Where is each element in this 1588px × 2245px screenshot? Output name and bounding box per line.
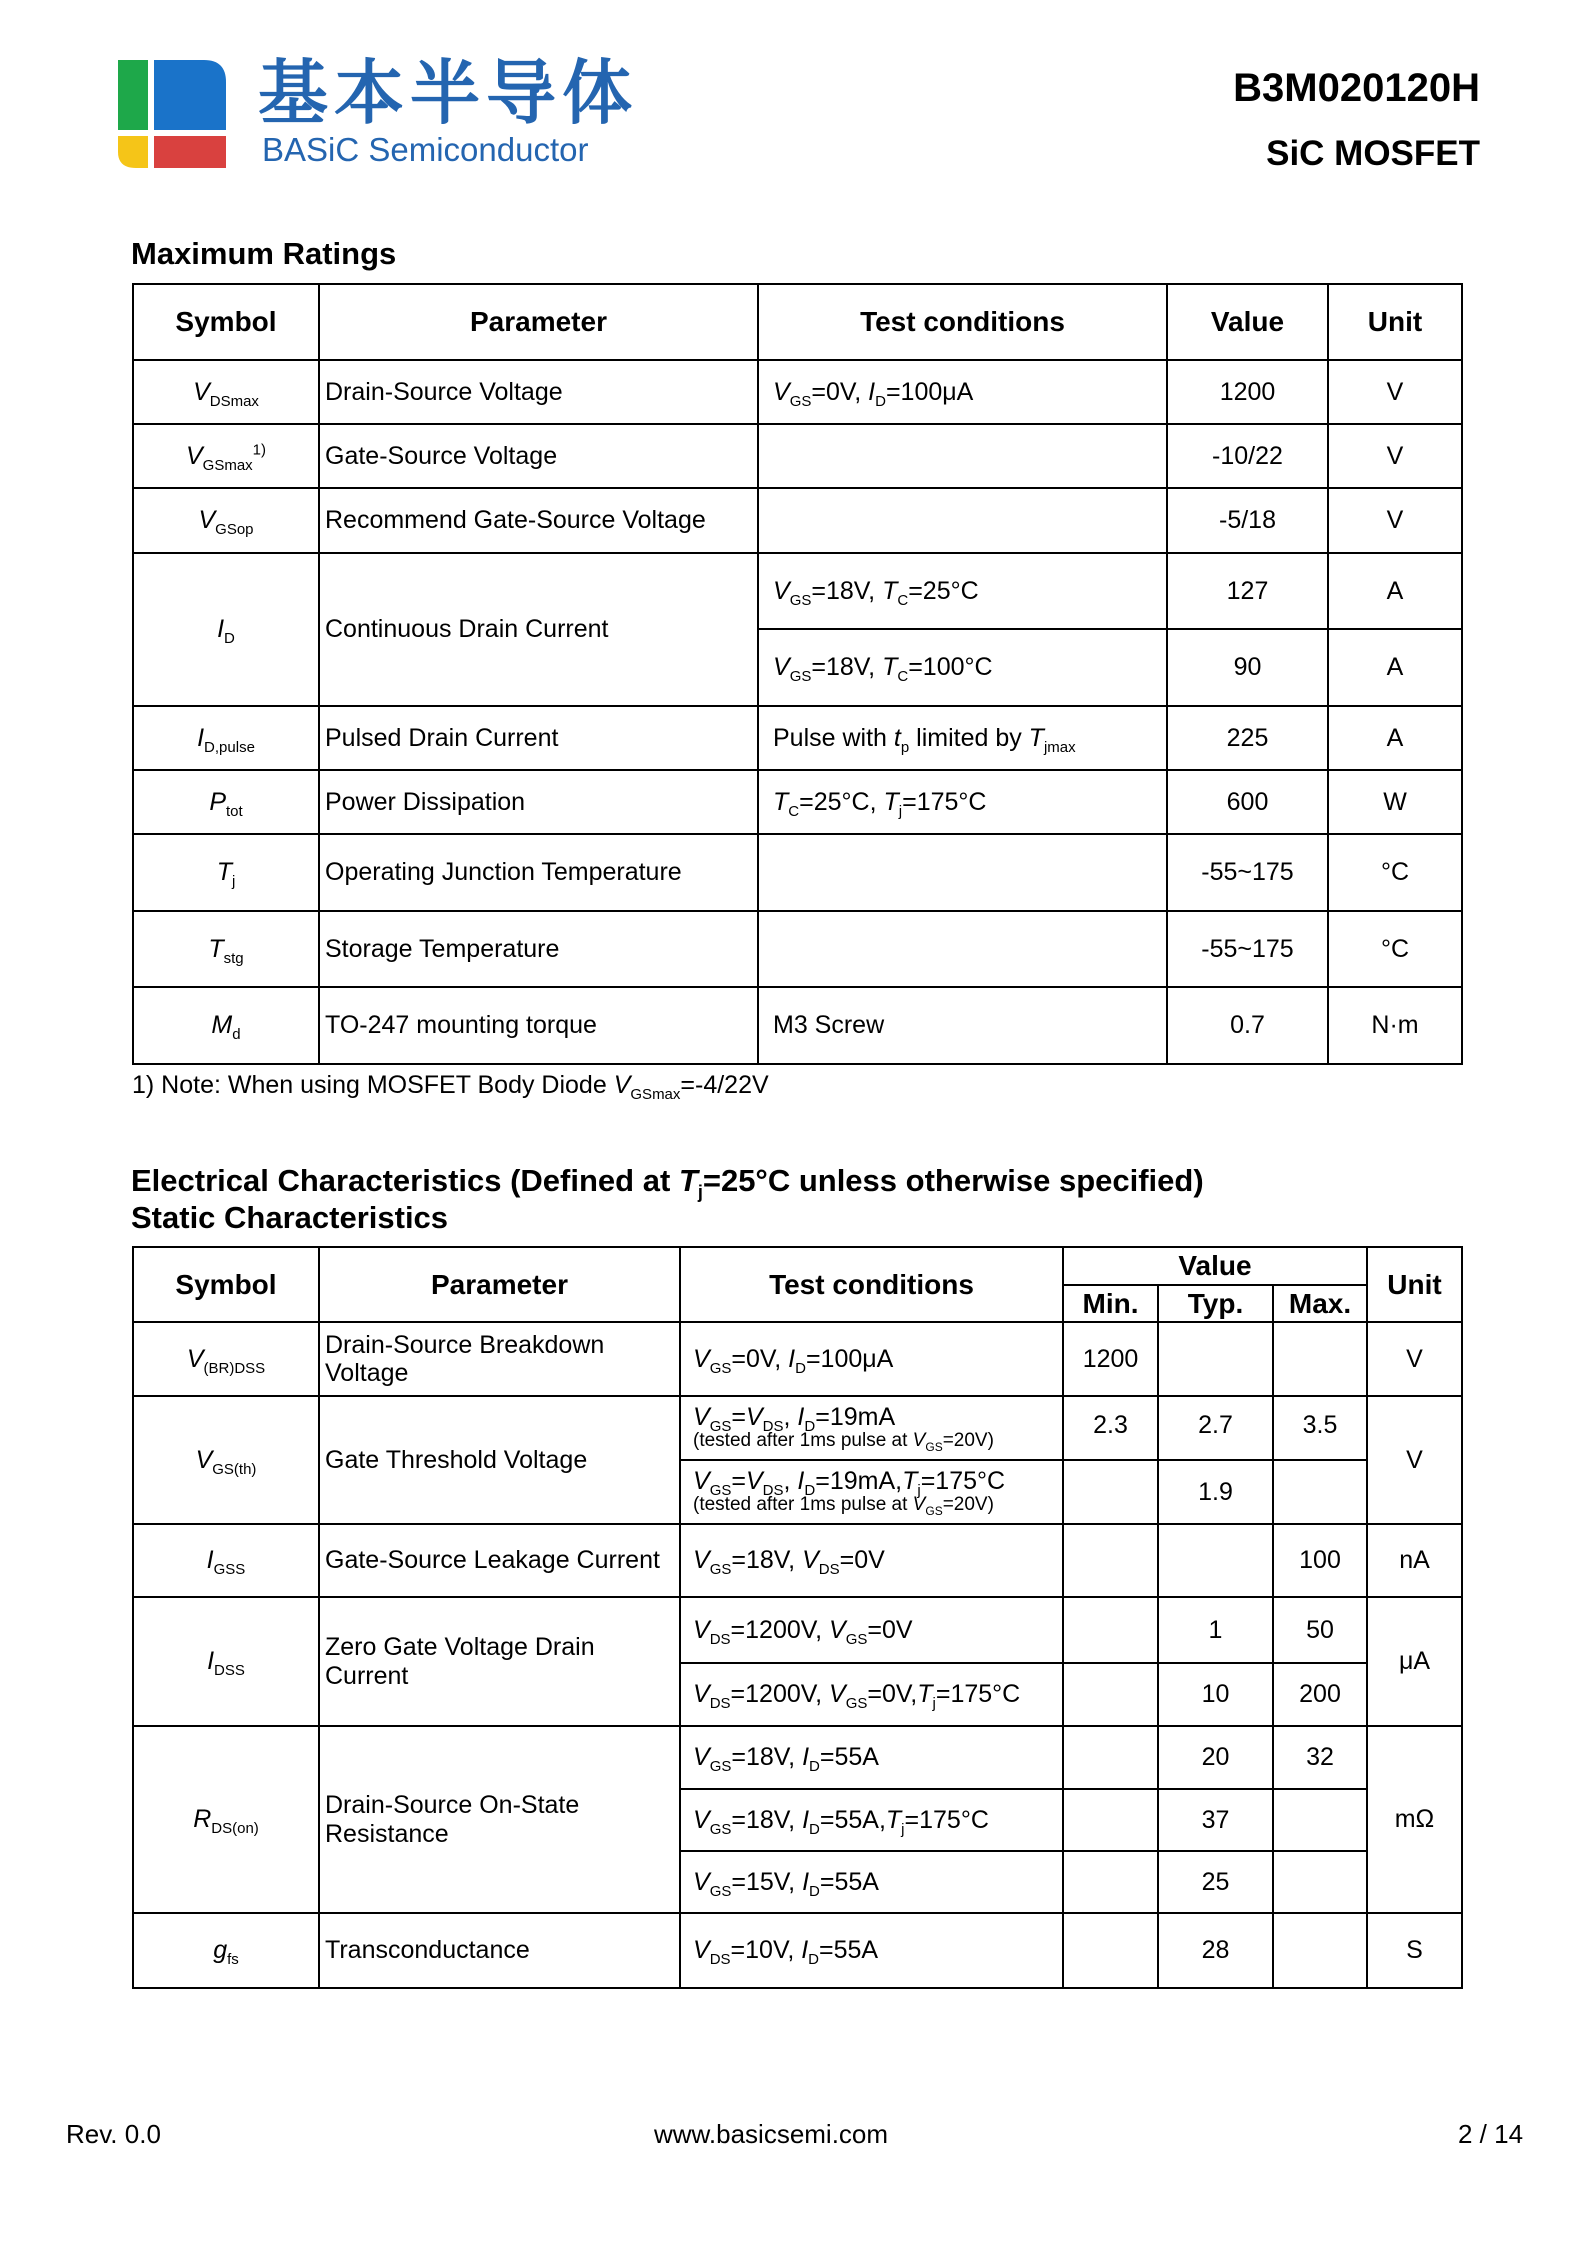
parameter-cell: Drain-Source On-State Resistance: [319, 1726, 680, 1913]
unit-cell: A: [1328, 706, 1462, 770]
basic-semiconductor-logo: [118, 60, 226, 168]
conditions-cell: $V_{GS}=18V$, $I_D=55A,T_j=175^\circ C$: [680, 1789, 1063, 1851]
table-row: [133, 1597, 1462, 1663]
parameter-cell: Power Dissipation: [319, 770, 758, 834]
unit-cell: A: [1328, 553, 1462, 629]
value-cell: 90: [1167, 629, 1328, 706]
table-row: [133, 1524, 1462, 1597]
symbol-cell: $I_{D,pulse}$: [133, 706, 319, 770]
table-row: [133, 488, 1462, 553]
symbol-cell: $T_{stg}$: [133, 911, 319, 987]
conditions-cell: $V_{GS}=18V$, $I_D=55A$: [680, 1726, 1063, 1789]
min-cell: 2.3: [1063, 1396, 1158, 1460]
header-symbol: Symbol: [133, 1247, 319, 1322]
table-header-row: [133, 284, 1462, 360]
static-characteristics-table: [132, 1246, 1463, 1989]
conditions-cell: $V_{GS}=0V$, $I_D=100\mu A$: [758, 360, 1167, 424]
value-cell: -55~175: [1167, 911, 1328, 987]
value-cell: 0.7: [1167, 987, 1328, 1064]
value-cell: 127: [1167, 553, 1328, 629]
parameter-cell: Pulsed Drain Current: [319, 706, 758, 770]
conditions-cell: [758, 424, 1167, 488]
footer-page-number: 2 / 14: [1458, 2119, 1524, 2149]
unit-cell: N·m: [1328, 987, 1462, 1064]
footer-revision: Rev. 0.0: [66, 2119, 161, 2149]
conditions-cell: $V_{GS}=18V$, $T_C=100^\circ C$: [758, 629, 1167, 706]
typ-cell: [1158, 1524, 1273, 1597]
min-cell: [1063, 1524, 1158, 1597]
unit-cell: nA: [1367, 1524, 1462, 1597]
conditions-cell: $V_{GS}=V_{DS}$, $I_D=19mA$ (tested after 1ms pulse at $V_{GS}=20V$): [680, 1396, 1063, 1460]
part-type: SiC MOSFET: [1266, 134, 1480, 173]
header-unit: Unit: [1328, 284, 1462, 360]
max-cell: [1273, 1460, 1367, 1524]
table-row: [133, 360, 1462, 424]
parameter-cell: Zero Gate Voltage Drain Current: [319, 1597, 680, 1726]
conditions-cell: $V_{GS}=0V$, $I_D=100\mu A$: [680, 1322, 1063, 1396]
parameter-cell: TO-247 mounting torque: [319, 987, 758, 1064]
max-ratings-note: 1) Note: When using MOSFET Body Diode $V_{GSmax}=-4/22V$: [132, 1071, 769, 1103]
unit-cell: μA: [1367, 1597, 1462, 1726]
typ-cell: 25: [1158, 1851, 1273, 1913]
typ-cell: 10: [1158, 1663, 1273, 1726]
symbol-cell: $P_{tot}$: [133, 770, 319, 834]
max-cell: 100: [1273, 1524, 1367, 1597]
unit-cell: mΩ: [1367, 1726, 1462, 1913]
logo-blue-block: [154, 60, 226, 130]
typ-cell: 2.7: [1158, 1396, 1273, 1460]
parameter-cell: Transconductance: [319, 1913, 680, 1988]
symbol-cell: $R_{DS(on)}$: [133, 1726, 319, 1913]
parameter-cell: Drain-Source Voltage: [319, 360, 758, 424]
max-cell: 200: [1273, 1663, 1367, 1726]
symbol-cell: $V_{GSop}$: [133, 488, 319, 553]
symbol-cell: $V_{GS(th)}$: [133, 1396, 319, 1524]
electrical-characteristics-title: Electrical Characteristics (Defined at $T_j=25^\circ C$ unless otherwise specified) Static Characteristics: [131, 1163, 1204, 1235]
unit-cell: V: [1367, 1322, 1462, 1396]
symbol-cell: $T_j$: [133, 834, 319, 911]
static-characteristics-subtitle: Static Characteristics: [131, 1199, 449, 1235]
max-ratings-title: Maximum Ratings: [131, 236, 397, 271]
parameter-cell: Storage Temperature: [319, 911, 758, 987]
conditions-cell: $V_{GS}=15V$, $I_D=55A$: [680, 1851, 1063, 1913]
header-value: Value: [1167, 284, 1328, 360]
table-row: [133, 424, 1462, 488]
table-row: [133, 770, 1462, 834]
parameter-cell: Continuous Drain Current: [319, 553, 758, 706]
conditions-cell: [758, 911, 1167, 987]
conditions-cell: [758, 488, 1167, 553]
max-ratings-table: [132, 283, 1463, 1065]
value-cell: -55~175: [1167, 834, 1328, 911]
unit-cell: V: [1328, 424, 1462, 488]
symbol-cell: $M_d$: [133, 987, 319, 1064]
max-cell: [1273, 1913, 1367, 1988]
conditions-cell: M3 Screw: [758, 987, 1167, 1064]
header-conditions: Test conditions: [680, 1247, 1063, 1322]
table-row: [133, 1726, 1462, 1789]
max-cell: 50: [1273, 1597, 1367, 1663]
value-cell: -5/18: [1167, 488, 1328, 553]
symbol-cell: $V_{DSmax}$: [133, 360, 319, 424]
part-number: B3M020120H: [1233, 66, 1480, 110]
header-unit: Unit: [1367, 1247, 1462, 1322]
typ-cell: 1: [1158, 1597, 1273, 1663]
title-suffix: =25°C unless otherwise specified): [702, 1163, 1204, 1198]
title-prefix: Electrical Characteristics (Defined at: [131, 1163, 679, 1198]
symbol-cell: $I_D$: [133, 553, 319, 706]
symbol-cell: $I_{GSS}$: [133, 1524, 319, 1597]
table-row: [133, 834, 1462, 911]
max-cell: [1273, 1322, 1367, 1396]
typ-cell: [1158, 1322, 1273, 1396]
header-value: Value: [1063, 1247, 1367, 1285]
conditions-cell: Pulse with $t_p$ limited by $T_{jmax}$: [758, 706, 1167, 770]
unit-cell: V: [1328, 488, 1462, 553]
unit-cell: S: [1367, 1913, 1462, 1988]
typ-cell: 37: [1158, 1789, 1273, 1851]
header-parameter: Parameter: [319, 284, 758, 360]
table-header-row: [133, 1247, 1462, 1285]
value-cell: 225: [1167, 706, 1328, 770]
typ-cell: 28: [1158, 1913, 1273, 1988]
table-row: [133, 987, 1462, 1064]
header-typ: Typ.: [1158, 1285, 1273, 1322]
parameter-cell: Operating Junction Temperature: [319, 834, 758, 911]
pulse-note: (tested after 1ms pulse at: [693, 1430, 913, 1452]
max-cell: [1273, 1851, 1367, 1913]
symbol-cell: $V_{GSmax}^{1)}$: [133, 424, 319, 488]
value-cell: 1200: [1167, 360, 1328, 424]
conditions-cell: $V_{DS}=1200V$, $V_{GS}=0V$: [680, 1597, 1063, 1663]
pulse-note: (tested after 1ms pulse at: [693, 1494, 913, 1516]
table-row: [133, 1396, 1462, 1460]
unit-cell: W: [1328, 770, 1462, 834]
header-symbol: Symbol: [133, 284, 319, 360]
parameter-cell: Recommend Gate-Source Voltage: [319, 488, 758, 553]
min-cell: [1063, 1726, 1158, 1789]
table-row: [133, 1913, 1462, 1988]
typ-cell: 20: [1158, 1726, 1273, 1789]
parameter-cell: Gate-Source Voltage: [319, 424, 758, 488]
logo-green-block: [118, 60, 148, 130]
value-cell: -10/22: [1167, 424, 1328, 488]
unit-cell: V: [1328, 360, 1462, 424]
table-row: [133, 553, 1462, 629]
min-cell: [1063, 1913, 1158, 1988]
conditions-cell: $V_{DS}=10V$, $I_D=55A$: [680, 1913, 1063, 1988]
max-cell: 32: [1273, 1726, 1367, 1789]
header-conditions: Test conditions: [758, 284, 1167, 360]
min-cell: [1063, 1789, 1158, 1851]
symbol-cell: $g_{fs}$: [133, 1913, 319, 1988]
conditions-cell: $V_{GS}=V_{DS}$, $I_D=19mA,T_j=175^\circ C$ (tested after 1ms pulse at $V_{GS}=20V$): [680, 1460, 1063, 1524]
unit-cell: °C: [1328, 911, 1462, 987]
note-text: 1) Note: When using MOSFET Body Diode: [132, 1071, 614, 1099]
logo-red-block: [154, 136, 226, 168]
symbol-cell: $I_{DSS}$: [133, 1597, 319, 1726]
value-cell: 600: [1167, 770, 1328, 834]
min-cell: [1063, 1851, 1158, 1913]
min-cell: [1063, 1460, 1158, 1524]
min-cell: [1063, 1597, 1158, 1663]
unit-cell: V: [1367, 1396, 1462, 1524]
parameter-cell: Drain-Source Breakdown Voltage: [319, 1322, 680, 1396]
conditions-cell: $V_{DS}=1200V$, $V_{GS}=0V,T_j=175^\circ C$: [680, 1663, 1063, 1726]
table-row: [133, 911, 1462, 987]
header-min: Min.: [1063, 1285, 1158, 1322]
symbol-cell: $V_{(BR)DSS}$: [133, 1322, 319, 1396]
max-cell: 3.5: [1273, 1396, 1367, 1460]
table-row: [133, 1322, 1462, 1396]
note-value: =-4/22V: [680, 1071, 769, 1099]
table-row: [133, 706, 1462, 770]
typ-cell: 1.9: [1158, 1460, 1273, 1524]
brand-name-chinese: 基本半导体: [258, 52, 638, 134]
header-parameter: Parameter: [319, 1247, 680, 1322]
conditions-cell: $T_C=25^\circ C$, $T_j=175^\circ C$: [758, 770, 1167, 834]
parameter-cell: Gate-Source Leakage Current: [319, 1524, 680, 1597]
parameter-cell: Gate Threshold Voltage: [319, 1396, 680, 1524]
min-cell: [1063, 1663, 1158, 1726]
conditions-cell: $V_{GS}=18V$, $T_C=25^\circ C$: [758, 553, 1167, 629]
footer-website-link[interactable]: www.basicsemi.com: [654, 2119, 889, 2149]
unit-cell: °C: [1328, 834, 1462, 911]
header-max: Max.: [1273, 1285, 1367, 1322]
conditions-cell: [758, 834, 1167, 911]
brand-name-english: BASiC Semiconductor: [262, 131, 589, 168]
unit-cell: A: [1328, 629, 1462, 706]
max-cell: [1273, 1789, 1367, 1851]
logo-yellow-block: [118, 136, 148, 168]
min-cell: 1200: [1063, 1322, 1158, 1396]
conditions-cell: $V_{GS}=18V$, $V_{DS}=0V$: [680, 1524, 1063, 1597]
